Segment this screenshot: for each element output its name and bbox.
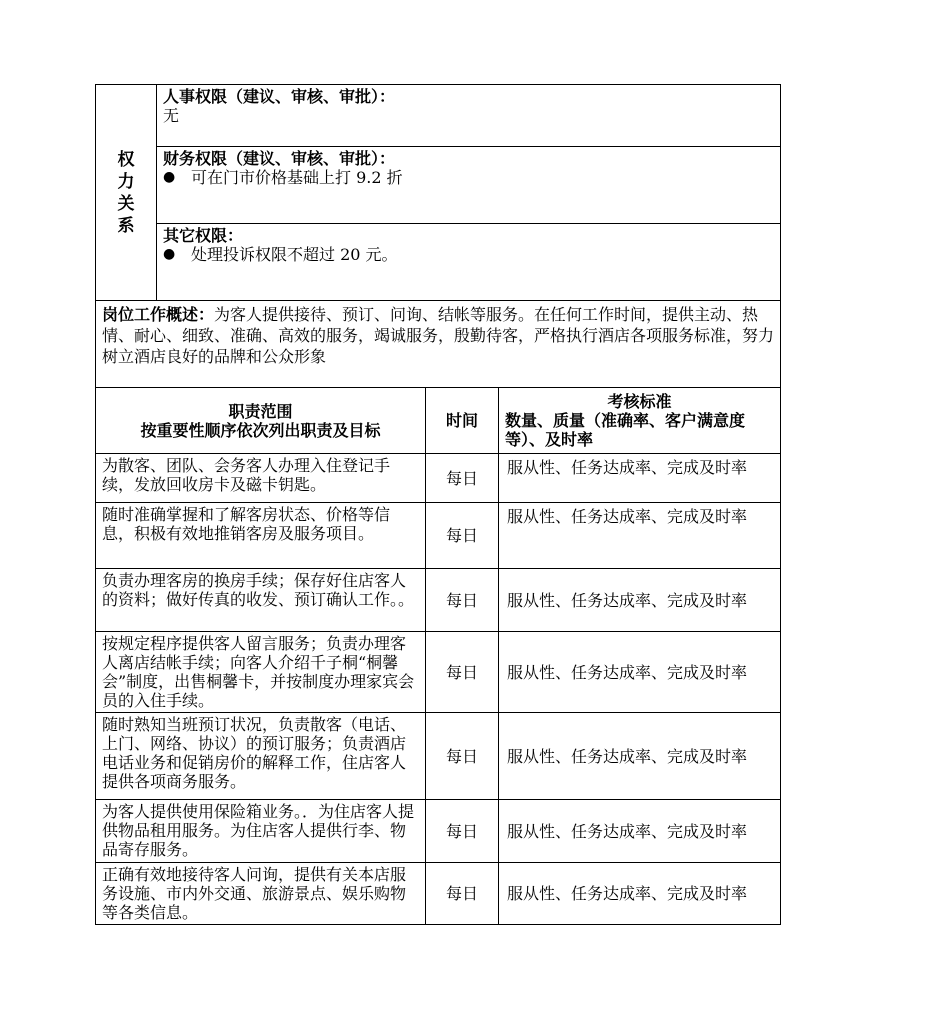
header-scope-line2: 按重要性顺序依次列出职责及目标 (140, 420, 381, 440)
duty-cell: 负责办理客房的换房手续；保存好住店客人的资料；做好传真的收发、预订确认工作。。 (96, 569, 426, 632)
time-cell: 每日 (426, 800, 499, 863)
time-cell: 每日 (426, 503, 499, 569)
finance-authority-text: 可在门市价格基础上打 9.2 折 (191, 168, 403, 187)
personnel-authority-cell (157, 85, 781, 147)
standard-cell: 服从性、任务达成率、完成及时率 (499, 800, 781, 863)
standard-cell: 服从性、任务达成率、完成及时率 (499, 632, 781, 713)
duties-table (95, 387, 781, 925)
side-char-2: 力 (117, 171, 135, 192)
header-standard (499, 388, 781, 454)
table-row (96, 569, 781, 632)
personnel-authority-title: 人事权限（建议、审核、审批）： (163, 87, 396, 106)
bullet-icon: ● (163, 246, 176, 262)
other-authority-item (163, 245, 774, 264)
standard-cell: 服从性、任务达成率、完成及时率 (499, 503, 781, 569)
duty-cell: 随时准确掌握和了解客房状态、价格等信息，积极有效地推销客房及服务项目。 (96, 503, 426, 569)
table-row (96, 454, 781, 503)
personnel-authority-content: 无 (163, 106, 180, 125)
header-standard-line2: 数量、质量（准确率、客户满意度等）、及时率 (505, 411, 746, 449)
header-scope-line1: 职责范围 (228, 401, 293, 421)
time-cell: 每日 (426, 863, 499, 925)
time-cell: 每日 (426, 713, 499, 800)
other-authority-cell (157, 224, 781, 301)
job-overview-text: 为客人提供接待、预订、问询、结帐等服务。在任何工作时间，提供主动、热情、耐心、细致、准确、高效的服务，竭诚服务，殷勤待客，严格执行酒店各项服务标准，努力树立酒店良好的品牌和公众形象 (102, 305, 775, 366)
job-overview-cell (96, 301, 781, 388)
time-cell: 每日 (426, 632, 499, 713)
finance-authority-item (163, 168, 774, 187)
header-standard-line1: 考核标准 (607, 392, 672, 411)
standard-cell: 服从性、任务达成率、完成及时率 (499, 713, 781, 800)
other-authority-text: 处理投诉权限不超过 20 元。 (191, 245, 398, 264)
duty-cell: 随时熟知当班预订状况，负责散客（电话、上门、网络、协议）的预订服务；负责酒店电话业务和促销房价的解释工作，住店客人提供各项商务服务。 (96, 713, 426, 800)
duty-cell: 为客人提供使用保险箱业务。．为住店客人提供物品租用服务。为住店客人提供行李、物品寄存服务。 (96, 800, 426, 863)
duty-cell: 为散客、团队、会务客人办理入住登记手续，发放回收房卡及磁卡钥匙。 (96, 454, 426, 503)
table-row (96, 863, 781, 925)
standard-cell: 服从性、任务达成率、完成及时率 (499, 569, 781, 632)
duties-header-row (96, 388, 781, 454)
time-cell: 每日 (426, 569, 499, 632)
job-description-document (95, 84, 780, 925)
standard-cell: 服从性、任务达成率、完成及时率 (499, 454, 781, 503)
finance-authority-title: 财务权限（建议、审核、审批）： (163, 149, 396, 168)
time-cell: 每日 (426, 454, 499, 503)
job-overview-label: 岗位工作概述： (102, 305, 215, 324)
other-authority-title: 其它权限： (163, 226, 244, 245)
table-row (96, 632, 781, 713)
authority-table (95, 84, 781, 388)
duty-cell: 按规定程序提供客人留言服务；负责办理客人离店结帐手续；向客人介绍千子桐“桐馨会”制度，出售桐馨卡，并按制度办理家宾会员的入住手续。 (96, 632, 426, 713)
header-time: 时间 (426, 388, 499, 454)
duty-cell: 正确有效地接待客人问询，提供有关本店服务设施、市内外交通、旅游景点、娱乐购物等各类信息。 (96, 863, 426, 925)
table-row (96, 713, 781, 800)
side-char-4: 系 (117, 215, 135, 236)
authority-side-label (96, 85, 157, 301)
table-row (96, 503, 781, 569)
header-scope (96, 388, 426, 454)
side-char-1: 权 (117, 149, 135, 170)
bullet-icon: ● (163, 169, 176, 185)
finance-authority-cell (157, 147, 781, 224)
standard-cell: 服从性、任务达成率、完成及时率 (499, 863, 781, 925)
side-char-3: 关 (117, 193, 135, 214)
table-row (96, 800, 781, 863)
